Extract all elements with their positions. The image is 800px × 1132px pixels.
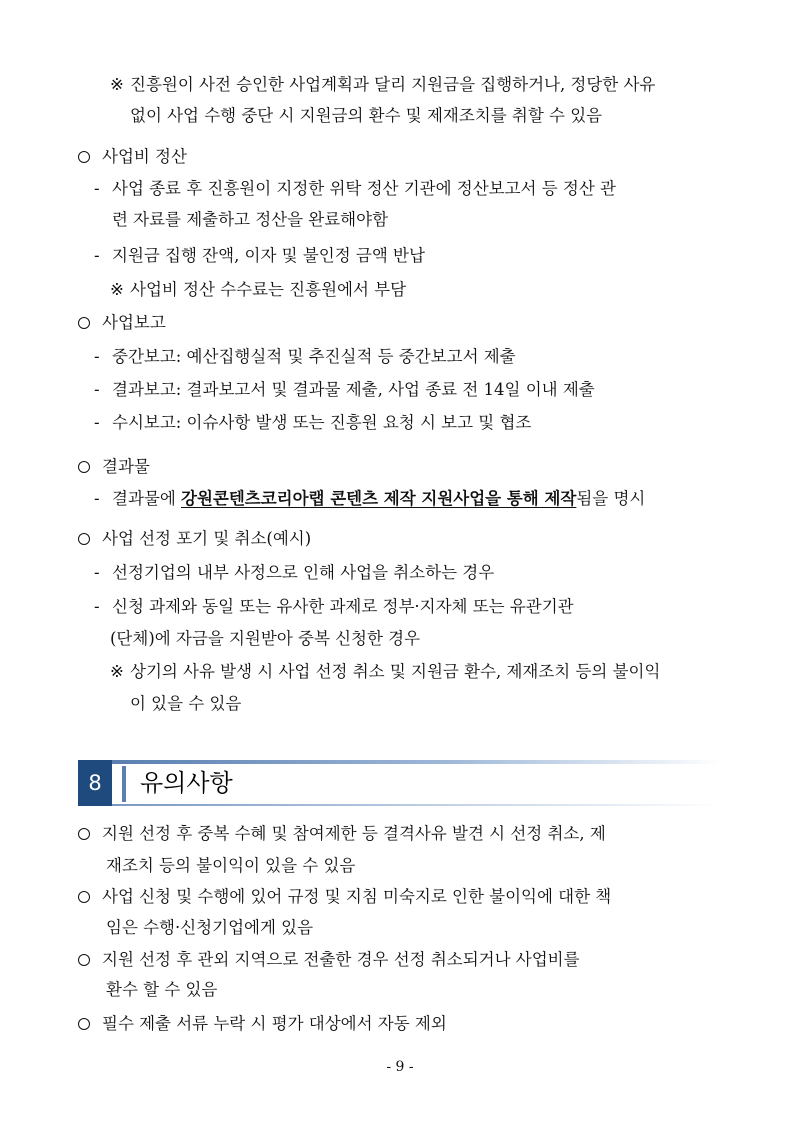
circle-bullet-icon <box>78 954 90 966</box>
heading-bottom-rule <box>112 804 724 806</box>
bullet-item-continued: 재조치 등의 불이익이 있을 수 있음 <box>106 856 356 875</box>
bullet-item: 지원 선정 후 중복 수혜 및 참여제한 등 결격사유 발견 시 선정 취소, 제 <box>78 823 606 845</box>
bullet-heading-settlement: 사업비 정산 <box>78 146 187 168</box>
dash-item: - 지원금 집행 잔액, 이자 및 불인정 금액 반납 <box>94 246 425 265</box>
note-line-continued: 이 있을 수 있음 <box>130 694 242 713</box>
bullet-heading-cancellation: 사업 선정 포기 및 취소(예시) <box>78 528 311 550</box>
emphasized-text: 강원콘텐츠코리아랩 콘텐츠 제작 지원사업을 통해 제작 <box>181 489 577 508</box>
section-number: 8 <box>78 760 112 806</box>
reference-mark: ※ <box>110 75 124 94</box>
dash-item: - 중간보고: 예산집행실적 및 추진실적 등 중간보고서 제출 <box>94 347 516 366</box>
bullet-item: 필수 제출 서류 누락 시 평가 대상에서 자동 제외 <box>78 1013 447 1035</box>
section-heading <box>78 760 724 806</box>
bullet-heading-output: 결과물 <box>78 456 150 478</box>
bullet-item: 지원 선정 후 관외 지역으로 전출한 경우 선정 취소되거나 사업비를 <box>78 949 580 971</box>
heading-top-rule <box>112 760 724 764</box>
dash-item: - 신청 과제와 동일 또는 유사한 과제로 정부·지자체 또는 유관기관 <box>94 597 574 616</box>
dash-item-continued: (단체)에 자금을 지원받아 중복 신청한 경우 <box>110 629 421 648</box>
circle-bullet-icon <box>78 891 90 903</box>
note-line-continued: 없이 사업 수행 중단 시 지원금의 환수 및 제재조치를 취할 수 있음 <box>130 106 603 125</box>
note-line: ※ 진흥원이 사전 승인한 사업계획과 달리 지원금을 집행하거나, 정당한 사유 <box>110 75 656 94</box>
circle-bullet-icon <box>78 828 90 840</box>
circle-bullet-icon <box>78 461 90 473</box>
dash-item-continued: 련 자료를 제출하고 정산을 완료해야함 <box>112 210 389 229</box>
circle-bullet-icon <box>78 151 90 163</box>
circle-bullet-icon <box>78 317 90 329</box>
dash-item: - 사업 종료 후 진흥원이 지정한 위탁 정산 기관에 정산보고서 등 정산 관 <box>94 179 616 198</box>
section-title: 유의사항 <box>140 769 233 797</box>
heading-accent-bar <box>122 766 126 802</box>
page-number: - 9 - <box>386 1059 414 1075</box>
dash-item: - 결과물에 강원콘텐츠코리아랩 콘텐츠 제작 지원사업을 통해 제작됨을 명시 <box>94 489 646 508</box>
bullet-heading-report: 사업보고 <box>78 312 166 334</box>
dash-item: - 수시보고: 이슈사항 발생 또는 진흥원 요청 시 보고 및 협조 <box>94 413 532 432</box>
note-line: ※ 사업비 정산 수수료는 진흥원에서 부담 <box>110 280 407 299</box>
bullet-item-continued: 임은 수행·신청기업에게 있음 <box>106 918 314 937</box>
dash-item: - 선정기업의 내부 사정으로 인해 사업을 취소하는 경우 <box>94 563 495 582</box>
circle-bullet-icon <box>78 1018 90 1030</box>
bullet-item-continued: 환수 할 수 있음 <box>106 980 218 999</box>
bullet-item: 사업 신청 및 수행에 있어 규정 및 지침 미숙지로 인한 불이익에 대한 책 <box>78 886 611 908</box>
dash-item: - 결과보고: 결과보고서 및 결과물 제출, 사업 종료 전 14일 이내 제출 <box>94 380 595 399</box>
circle-bullet-icon <box>78 533 90 545</box>
note-line: ※ 상기의 사유 발생 시 사업 선정 취소 및 지원금 환수, 제재조치 등의 불이익 <box>110 662 661 681</box>
